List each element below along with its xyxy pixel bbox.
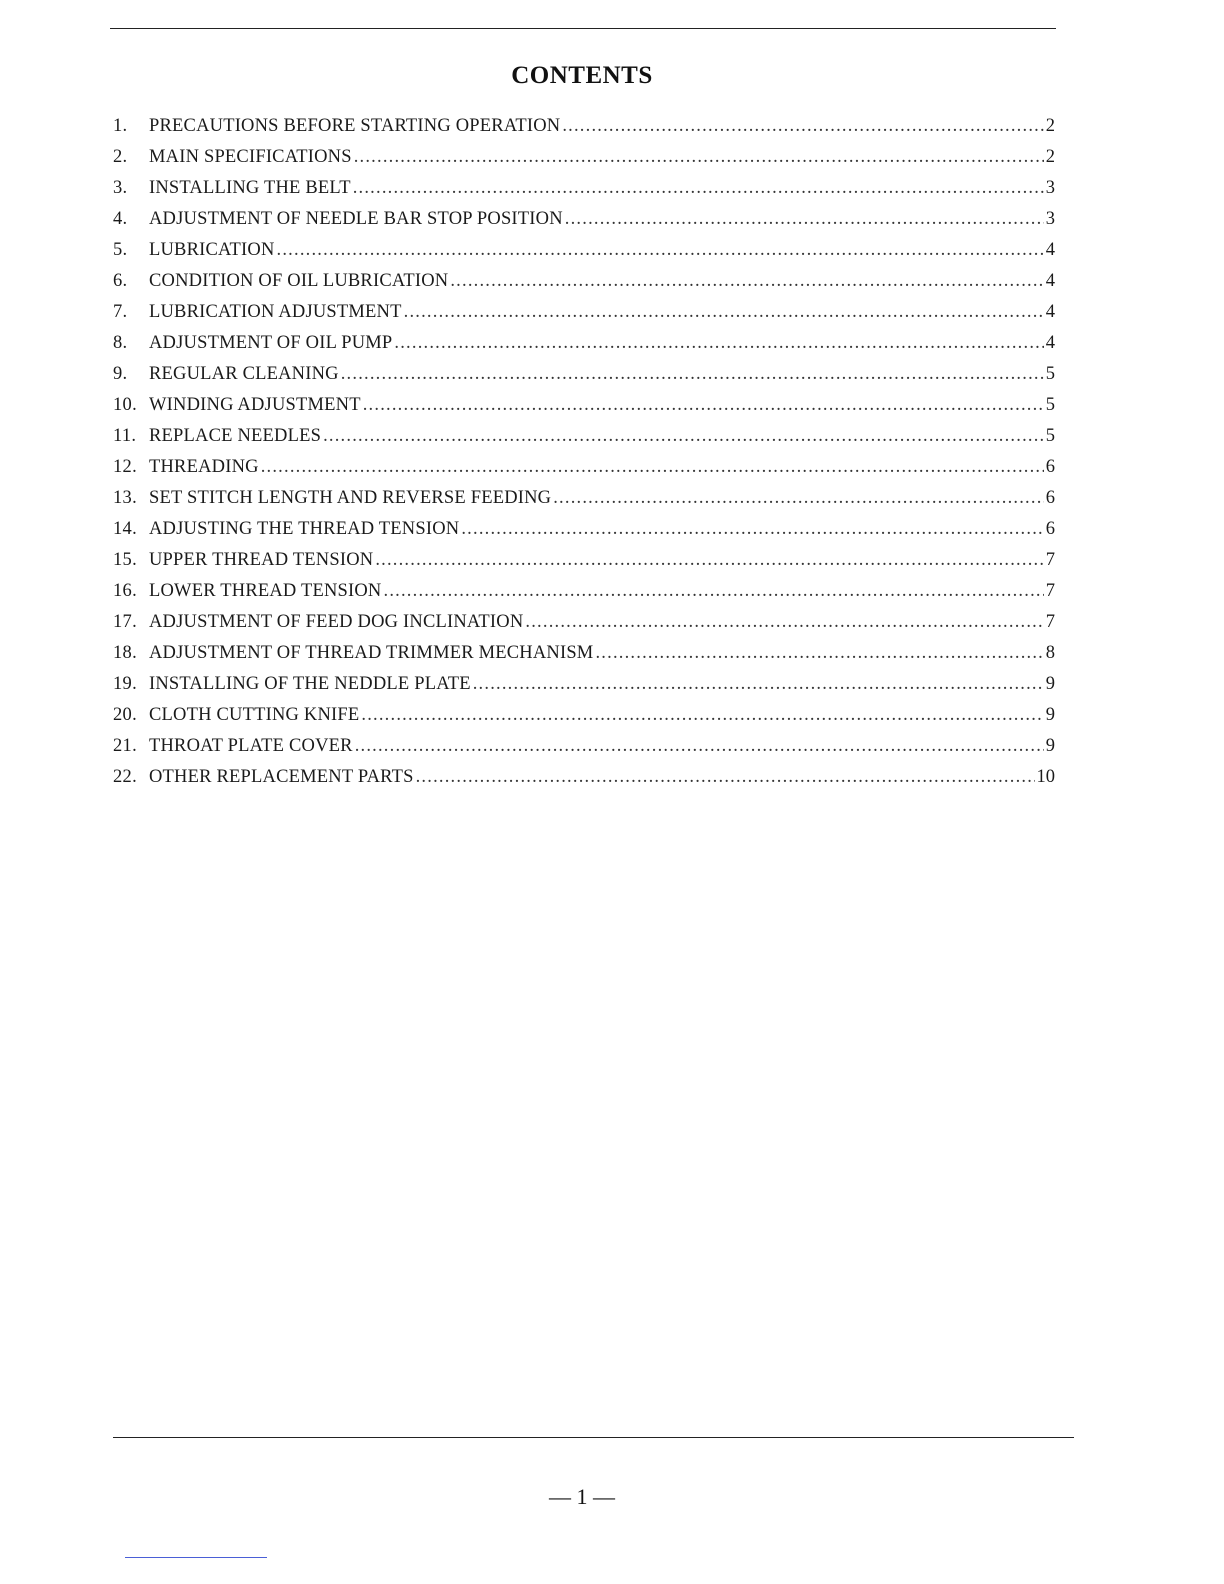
toc-entry-title: THREADING [149, 457, 259, 477]
bottom-rule [113, 1437, 1074, 1438]
toc-entry [113, 176, 1055, 207]
toc-entry-page: 9 [1045, 705, 1055, 725]
toc-entry [113, 734, 1055, 765]
toc-leader-dots [384, 579, 1044, 603]
toc-entry-title: ADJUSTMENT OF OIL PUMP [149, 333, 393, 353]
toc-entry-number: 1. [113, 116, 128, 136]
page-title: CONTENTS [511, 62, 653, 89]
toc-entry-page: 9 [1045, 736, 1055, 756]
toc-leader-dots [553, 486, 1044, 510]
toc-leader-dots [277, 238, 1044, 262]
toc-entry-number: 7. [113, 302, 128, 322]
toc-leader-dots [565, 207, 1044, 231]
toc-entry [113, 672, 1055, 703]
toc-entry-title: THROAT PLATE COVER [149, 736, 353, 756]
toc-entry [113, 362, 1055, 393]
toc-leader-dots [355, 734, 1044, 758]
toc-entry-page: 4 [1045, 302, 1055, 322]
toc-entry [113, 610, 1055, 641]
toc-entry-number: 12. [113, 457, 138, 477]
toc-entry-title: ADJUSTMENT OF FEED DOG INCLINATION [149, 612, 524, 632]
toc-leader-dots [354, 145, 1044, 169]
toc-leader-dots [375, 548, 1043, 572]
toc-entry-number: 20. [113, 705, 138, 725]
toc-entry [113, 114, 1055, 145]
toc-leader-dots [461, 517, 1043, 541]
toc-entry-title: LUBRICATION ADJUSTMENT [149, 302, 402, 322]
toc-entry-number: 8. [113, 333, 128, 353]
toc-entry [113, 300, 1055, 331]
toc-leader-dots [450, 269, 1043, 293]
toc-entry-number: 10. [113, 395, 138, 415]
toc-entry-page: 4 [1045, 271, 1055, 291]
toc-entry-title: REPLACE NEEDLES [149, 426, 322, 446]
toc-entry-title: CLOTH CUTTING KNIFE [149, 705, 360, 725]
toc-entry-title: LOWER THREAD TENSION [149, 581, 382, 601]
toc-entry-number: 21. [113, 736, 138, 756]
toc-entry-number: 11. [113, 426, 137, 446]
toc-leader-dots [341, 362, 1044, 386]
toc-entry-number: 6. [113, 271, 128, 291]
toc-leader-dots [363, 393, 1044, 417]
toc-entry [113, 641, 1055, 672]
toc-entry-number: 16. [113, 581, 138, 601]
toc-entry-title: OTHER REPLACEMENT PARTS [149, 767, 414, 787]
toc-entry-title: UPPER THREAD TENSION [149, 550, 374, 570]
toc-entry-number: 22. [113, 767, 138, 787]
toc-entry-title: ADJUSTING THE THREAD TENSION [149, 519, 460, 539]
toc-entry [113, 145, 1055, 176]
toc-entry-page: 5 [1045, 426, 1055, 446]
toc-entry-page: 3 [1045, 178, 1055, 198]
toc-entry-title: REGULAR CLEANING [149, 364, 339, 384]
toc-leader-dots [473, 672, 1044, 696]
toc-entry [113, 393, 1055, 424]
toc-entry [113, 269, 1055, 300]
toc-entry-title: LUBRICATION [149, 240, 275, 260]
toc-entry [113, 517, 1055, 548]
toc-entry-number: 14. [113, 519, 138, 539]
toc-entry-page: 2 [1045, 147, 1055, 167]
toc-entry [113, 331, 1055, 362]
toc-entry-title: INSTALLING OF THE NEDDLE PLATE [149, 674, 471, 694]
toc-entry-title: INSTALLING THE BELT [149, 178, 351, 198]
toc-entry-page: 5 [1045, 395, 1055, 415]
toc-leader-dots [361, 703, 1043, 727]
toc-entry [113, 548, 1055, 579]
toc-entry-page: 3 [1045, 209, 1055, 229]
toc-entry-page: 4 [1045, 333, 1055, 353]
toc-entry-page: 5 [1045, 364, 1055, 384]
toc-entry-page: 8 [1045, 643, 1055, 663]
toc-entry-title: MAIN SPECIFICATIONS [149, 147, 352, 167]
toc-entry-title: ADJUSTMENT OF THREAD TRIMMER MECHANISM [149, 643, 594, 663]
toc-entry-page: 7 [1045, 550, 1055, 570]
link-underline [125, 1557, 267, 1558]
toc-entry [113, 703, 1055, 734]
toc-entry-page: 7 [1045, 612, 1055, 632]
toc-entry-page: 10 [1036, 767, 1055, 787]
toc-entry [113, 486, 1055, 517]
toc-entry-page: 4 [1045, 240, 1055, 260]
toc-leader-dots [404, 300, 1044, 324]
toc-entry-title: CONDITION OF OIL LUBRICATION [149, 271, 449, 291]
page-number: — 1 — [549, 1484, 615, 1509]
toc-leader-dots [261, 455, 1044, 479]
toc-entry-page: 2 [1045, 116, 1055, 136]
toc-leader-dots [595, 641, 1043, 665]
toc-entry [113, 238, 1055, 269]
toc-entry-number: 13. [113, 488, 138, 508]
toc-entry-number: 17. [113, 612, 138, 632]
toc-leader-dots [394, 331, 1043, 355]
toc-entry [113, 424, 1055, 455]
toc-entry-page: 6 [1045, 488, 1055, 508]
toc-leader-dots [562, 114, 1043, 138]
toc-entry [113, 579, 1055, 610]
toc-entry-number: 4. [113, 209, 128, 229]
toc-entry-page: 9 [1045, 674, 1055, 694]
toc-leader-dots [416, 765, 1035, 789]
toc-entry-title: WINDING ADJUSTMENT [149, 395, 361, 415]
toc-entry-page: 6 [1045, 457, 1055, 477]
top-rule [110, 28, 1056, 29]
toc-entry-number: 15. [113, 550, 138, 570]
toc-entry-number: 18. [113, 643, 138, 663]
toc-entry-number: 2. [113, 147, 128, 167]
toc-entry-number: 9. [113, 364, 128, 384]
toc-entry [113, 765, 1055, 796]
toc-entry-title: ADJUSTMENT OF NEEDLE BAR STOP POSITION [149, 209, 563, 229]
table-of-contents [113, 114, 1055, 796]
toc-entry-number: 5. [113, 240, 128, 260]
toc-entry [113, 207, 1055, 238]
toc-entry-number: 19. [113, 674, 138, 694]
toc-leader-dots [353, 176, 1044, 200]
toc-entry-title: SET STITCH LENGTH AND REVERSE FEEDING [149, 488, 552, 508]
toc-entry-title: PRECAUTIONS BEFORE STARTING OPERATION [149, 116, 561, 136]
toc-entry-number: 3. [113, 178, 128, 198]
toc-leader-dots [323, 424, 1044, 448]
toc-entry-page: 6 [1045, 519, 1055, 539]
toc-leader-dots [525, 610, 1043, 634]
toc-entry [113, 455, 1055, 486]
toc-entry-page: 7 [1045, 581, 1055, 601]
